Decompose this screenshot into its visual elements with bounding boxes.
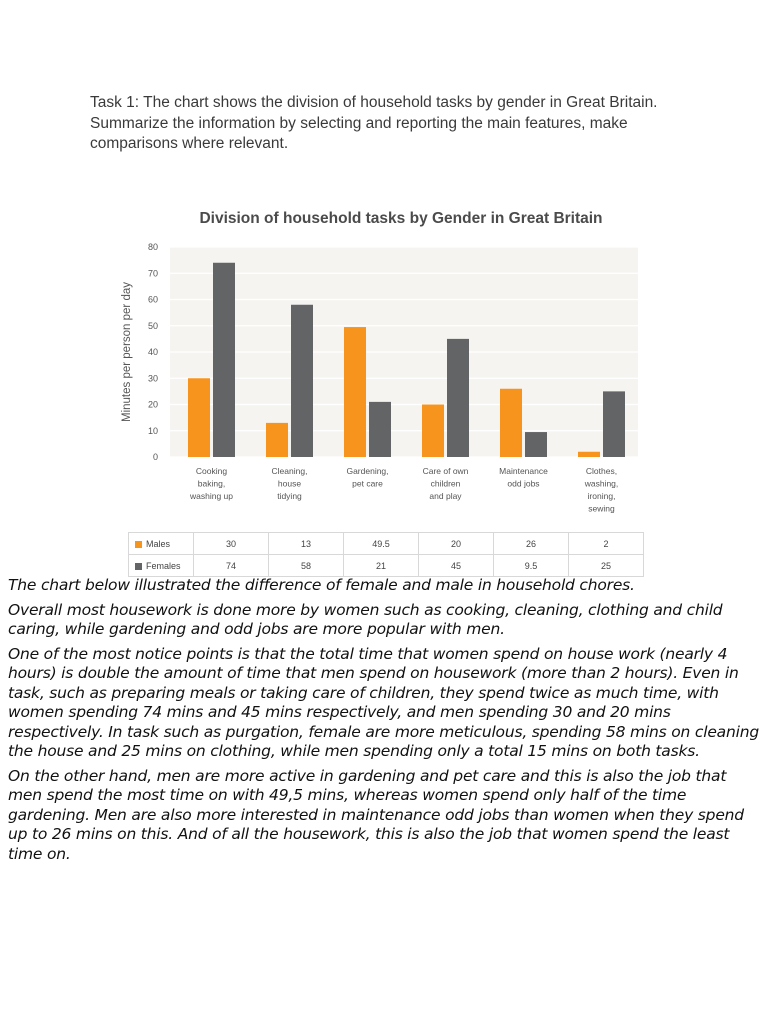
table-cell: 26 bbox=[494, 533, 569, 555]
bar-females-0 bbox=[213, 263, 235, 457]
y-tick-label: 10 bbox=[147, 425, 158, 436]
legend-swatch bbox=[135, 541, 142, 548]
legend-swatch bbox=[135, 563, 142, 570]
essay-paragraph-4: On the other hand, men are more active in gardening and pet care and this is also the job that men spend the most time on with 49,5 mins, whereas women spend only half of the time gardening. Men are also more interested in maintenance odd jobs than women when they spend up to 26 mins on this. And of all the housework, this is also the job that women spend the least time on. bbox=[8, 766, 744, 863]
x-tick-label: ironing, bbox=[587, 491, 616, 501]
x-tick-label: Gardening, bbox=[346, 466, 389, 476]
x-tick-label: pet care bbox=[352, 478, 383, 489]
y-axis-label: Minutes per person per day bbox=[121, 282, 133, 422]
bar-females-2 bbox=[369, 402, 391, 457]
bar-males-4 bbox=[500, 389, 522, 457]
y-tick-label: 60 bbox=[147, 294, 158, 305]
handwritten-essay bbox=[8, 576, 764, 869]
x-tick-label: sewing bbox=[588, 503, 615, 514]
y-tick-label: 80 bbox=[147, 242, 158, 252]
x-tick-label: washing up bbox=[189, 491, 234, 501]
essay-paragraph-3: One of the most notice points is that the total time that women spend on house work (nearly 4 hours) is double the amount of time that men spend on housework (more than 2 hours). Even in task, such as preparing meals or taking care of children, they spend twice as much time, with women spending 74 mins and 45 mins respectively, and men spending 30 and 20 mins respectively. In task such as purgation, female are more meticulous, spending 58 mins on cleaning the house and 25 mins on clothing, while men spending only a total 15 mins on both tasks. bbox=[8, 644, 759, 760]
x-tick-label: house bbox=[277, 478, 302, 489]
bar-females-4 bbox=[525, 432, 547, 457]
x-tick-label: children bbox=[430, 478, 461, 489]
table-cell: 21 bbox=[344, 555, 419, 577]
legend-label: Males bbox=[146, 538, 171, 549]
legend-label: Females bbox=[146, 560, 181, 571]
x-tick-label: washing, bbox=[584, 478, 619, 489]
table-cell: 9.5 bbox=[494, 555, 569, 577]
data-table bbox=[128, 532, 644, 577]
table-cell: 74 bbox=[194, 555, 269, 577]
x-tick-label: baking, bbox=[197, 478, 226, 489]
table-cell: 13 bbox=[269, 533, 344, 555]
table-cell: 45 bbox=[419, 555, 494, 577]
table-row bbox=[129, 533, 644, 555]
essay-paragraph-1: The chart below illustrated the difference of female and male in household chores. bbox=[8, 576, 635, 594]
table-cell: 49.5 bbox=[344, 533, 419, 555]
table-cell: 2 bbox=[569, 533, 644, 555]
legend-entry bbox=[129, 533, 194, 555]
x-tick-label: Clothes, bbox=[585, 466, 618, 476]
chart-svg bbox=[96, 204, 656, 544]
bar-females-1 bbox=[291, 305, 313, 457]
x-tick-label: Cooking bbox=[195, 466, 228, 476]
bar-males-1 bbox=[266, 423, 288, 457]
y-tick-label: 70 bbox=[147, 268, 158, 279]
x-tick-label: Maintenance bbox=[499, 466, 548, 476]
task-prompt: Task 1: The chart shows the division of household tasks by gender in Great Britain. Summarize the information by selecting and reporting the main features, make comparisons where relevant. bbox=[90, 94, 658, 152]
table-cell: 58 bbox=[269, 555, 344, 577]
legend-entry bbox=[129, 555, 194, 577]
x-tick-label: odd jobs bbox=[507, 478, 540, 489]
table-cell: 30 bbox=[194, 533, 269, 555]
x-tick-label: tidying bbox=[277, 491, 302, 501]
bar-males-2 bbox=[344, 327, 366, 457]
x-tick-label: and play bbox=[429, 491, 462, 501]
x-tick-label: Care of own bbox=[422, 466, 469, 476]
y-tick-label: 30 bbox=[147, 373, 158, 384]
y-tick-label: 0 bbox=[152, 452, 158, 462]
bar-females-5 bbox=[603, 391, 625, 457]
essay-paragraph-2: Overall most housework is done more by women such as cooking, cleaning, clothing and child caring, while gardening and odd jobs are more popular with men. bbox=[8, 600, 723, 638]
y-tick-label: 50 bbox=[147, 320, 158, 331]
bar-females-3 bbox=[447, 339, 469, 457]
table-row bbox=[129, 555, 644, 577]
bar-males-0 bbox=[188, 378, 210, 457]
table-cell: 25 bbox=[569, 555, 644, 577]
bar-males-3 bbox=[422, 405, 444, 458]
bar-chart bbox=[96, 204, 656, 544]
table-cell: 20 bbox=[419, 533, 494, 555]
x-tick-label: Cleaning, bbox=[271, 466, 308, 476]
y-tick-label: 40 bbox=[147, 347, 158, 357]
chart-title: Division of household tasks by Gender in Great Britain bbox=[199, 210, 603, 227]
y-tick-label: 20 bbox=[147, 399, 158, 410]
bar-males-5 bbox=[578, 452, 600, 457]
